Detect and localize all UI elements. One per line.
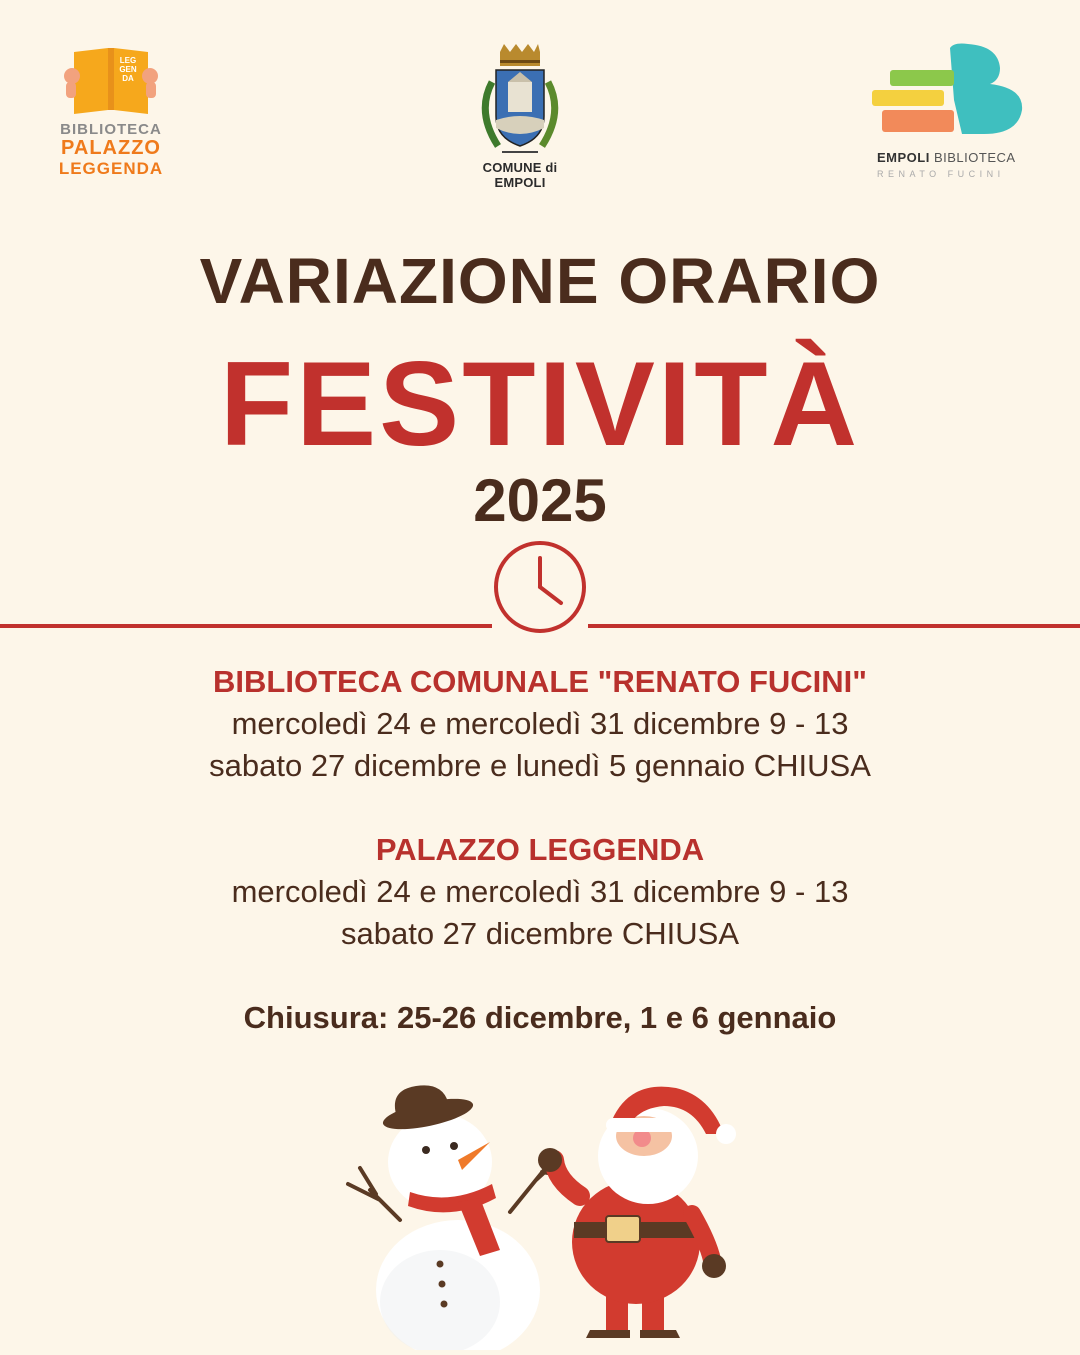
crest-label: COMUNE di EMPOLI: [482, 160, 558, 190]
clock-icon: [496, 543, 584, 631]
snowman-icon: [348, 1085, 566, 1350]
heading-festivita: FESTIVITÀ: [219, 337, 861, 471]
heading-variazione-orario: VARIAZIONE ORARIO: [199, 245, 881, 317]
crest-icon: [462, 42, 578, 160]
santa-icon: [538, 1087, 736, 1338]
logo-line-biblioteca: BIBLIOTECA: [60, 121, 162, 138]
logo-palazzo-leggenda: [52, 40, 182, 190]
books-b-icon: [868, 40, 1038, 140]
section-line: mercoledì 24 e mercoledì 31 dicembre 9 - 13: [231, 874, 849, 909]
logo-right-subtitle: RENATO FUCINI: [877, 169, 1005, 179]
section-line: mercoledì 24 e mercoledì 31 dicembre 9 - 13: [231, 706, 849, 741]
section-line: sabato 27 dicembre e lunedì 5 gennaio CHIUSA: [209, 748, 871, 783]
section-title-palazzo-leggenda: PALAZZO LEGGENDA: [375, 832, 705, 867]
closure-note: Chiusura: 25-26 dicembre, 1 e 6 gennaio: [243, 1000, 837, 1035]
heading-year: 2025: [473, 467, 607, 534]
logo-comune-empoli: [462, 42, 578, 190]
logo-right-title: EMPOLI BIBLIOTECA: [877, 150, 1016, 165]
clock-divider: [0, 540, 1080, 640]
logo-line-leggenda: LEGGENDA: [58, 159, 164, 178]
section-line: sabato 27 dicembre CHIUSA: [340, 916, 740, 951]
section-title-biblioteca-fucini: BIBLIOTECA COMUNALE "RENATO FUCINI": [213, 664, 867, 699]
logo-empoli-biblioteca: [868, 40, 1038, 190]
book-text: LEGGENDA: [119, 56, 137, 83]
christmas-illustration: [330, 1080, 750, 1350]
logo-line-palazzo: PALAZZO: [61, 137, 161, 159]
book-icon: [52, 40, 170, 120]
